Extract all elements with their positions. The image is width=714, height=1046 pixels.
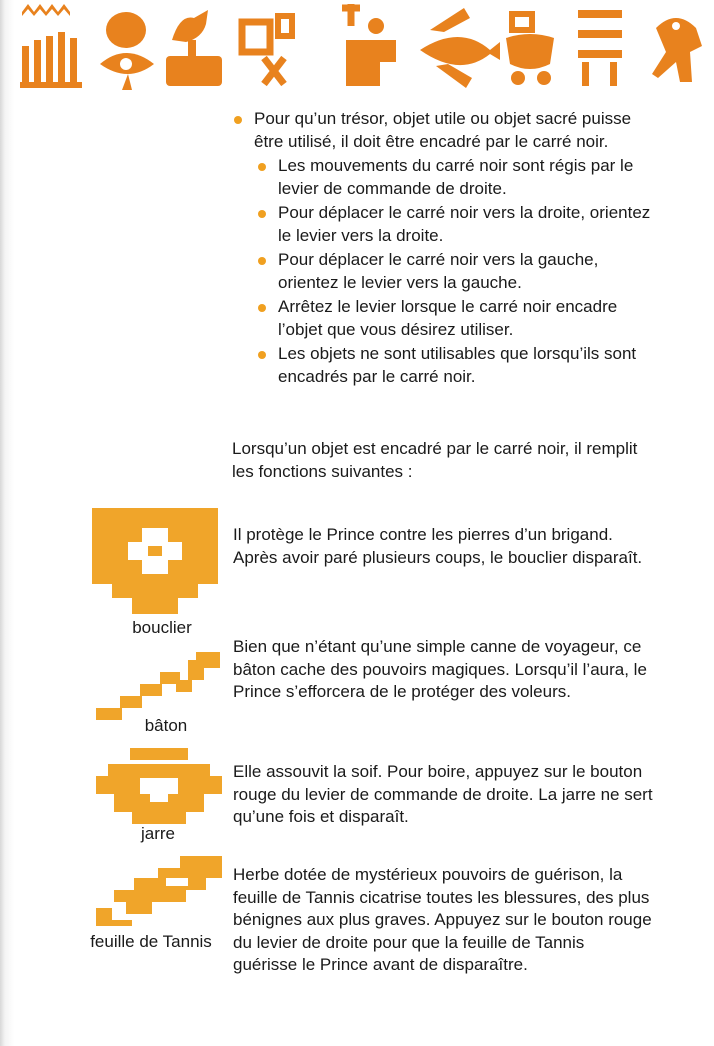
instructions [232, 108, 652, 390]
item-label-jarre: jarre [140, 824, 175, 843]
main-bullet: Pour qu’un trésor, objet utile ou objet sacré puisse être utilisé, il doit être encadré par le carré noir. [232, 108, 652, 153]
face-glyph [100, 12, 154, 90]
falcon-glyph [652, 18, 702, 82]
figure-glyph [342, 4, 396, 86]
shield-pixel-icon [92, 508, 218, 614]
hieroglyph-header [16, 0, 706, 96]
page-edge [0, 0, 14, 1046]
bird-glyph [166, 10, 222, 86]
seat-glyph [578, 10, 622, 86]
jar-pixel-icon [96, 748, 222, 824]
staff-pixel-icon [96, 652, 220, 720]
zigzag-glyph [22, 4, 70, 16]
intro-paragraph: Lorsqu’un objet est encadré par le carré noir, il remplit les fonctions suivantes : [232, 439, 638, 481]
sub-bullet-5: Les objets ne sont utilisables que lorsqu’ils sont encadrés par le carré noir. [256, 343, 652, 388]
sub-bullet-1: Les mouvements du carré noir sont régis par le levier de commande de droite. [256, 155, 652, 200]
item-description-baton: Bien que n’étant qu’une simple canne de voyageur, ce bâton cache des pouvoirs magiques. Lorsqu’il l’aura, le Prince s’efforcera de le protéger des voleurs. [233, 637, 647, 701]
vessel-glyph [506, 14, 554, 85]
leaf-pixel-icon [96, 856, 222, 926]
boat-glyph [420, 8, 500, 88]
item-description-bouclier: Il protège le Prince contre les pierres d’un brigand. Après avoir paré plusieurs coups, le bouclier disparaît. [233, 525, 643, 567]
sub-bullet-4: Arrêtez le levier lorsque le carré noir encadre l’objet que vous désirez utiliser. [256, 296, 652, 341]
item-label-baton: bâton [144, 716, 188, 735]
reed-glyph [20, 32, 82, 88]
item-label-feuille-de-tannis: feuille de Tannis [90, 932, 212, 951]
knot-glyph [242, 16, 292, 84]
item-description-jarre: Elle assouvit la soif. Pour boire, appuyez sur le bouton rouge du levier de commande de droite. La jarre ne sert qu’une fois et disparaît. [233, 762, 653, 826]
item-label-bouclier: bouclier [132, 618, 192, 637]
item-description-feuille-de-tannis: Herbe dotée de mystérieux pouvoirs de guérison, la feuille de Tannis cicatrise toutes les blessures, des plus bénignes aux plus graves. Appuyez sur le bouton rouge du levier de droite pour que la feuille de Tannis guérisse le Prince avant de disparaître. [233, 865, 652, 974]
sub-bullet-2: Pour déplacer le carré noir vers la droite, orientez le levier vers la droite. [256, 202, 652, 247]
sub-bullet-3: Pour déplacer le carré noir vers la gauche, orientez le levier vers la gauche. [256, 249, 652, 294]
